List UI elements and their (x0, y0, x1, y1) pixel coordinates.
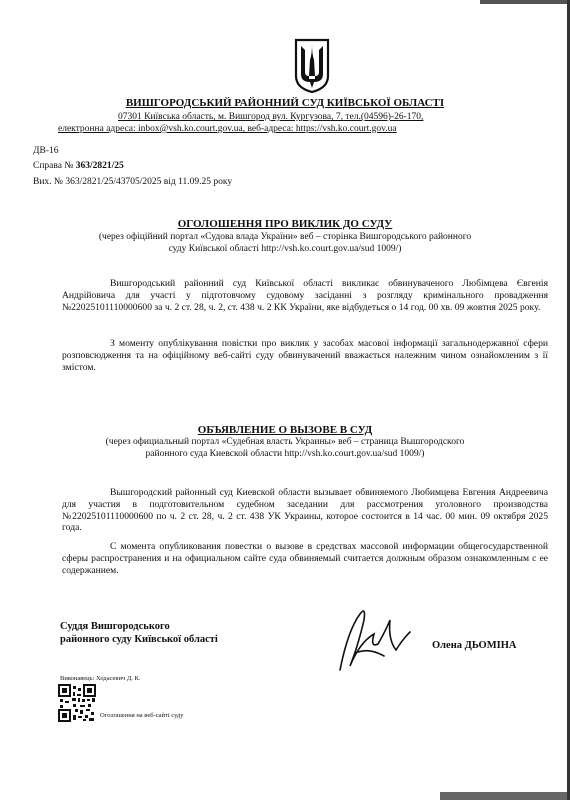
case-label: Справа № (33, 161, 76, 171)
court-name: ВИШГОРОДСЬКИЙ РАЙОННИЙ СУД КИЇВСЬКОЇ ОБЛАСТІ (125, 97, 445, 109)
ua-subtitle-1: (через офіційний портал «Судова влада України» веб – сторінка Вишгородського районного (98, 232, 472, 242)
ua-paragraph-1: Вишгородський районний суд Київської області викликає обвинуваченого Любімцева Євгенія Андрійовича для участі у підготовчому судовому засіданні з розгляду кримінального провадження №22025101110000600 за ч. 2 ст. 28, ч. 2, ст. 438 ч. 2 КК України, яке відбудеться о 14 год. 00 хв. 09 жовтня 2025 року. (62, 278, 548, 313)
ru-paragraph-2: С момента опубликования повестки о вызове в средствах массовой информации общегосударственной сферы распространения и на официальном сайте суда обвиняемый считается должным образом ознакомленным с ее содержанием. (62, 541, 548, 576)
ua-paragraph-2: З моменту опублікування повістки про виклик у засобах масової інформації загальнодержавної сфери розповсюдження та на офіційному веб-сайті суду обвинувачений вважається належним чином ознайомленим з її змістом. (62, 338, 548, 373)
ru-title: ОБЪЯВЛЕНИЕ О ВЫЗОВЕ В СУД (197, 424, 373, 436)
outgoing-number: Вих. № 363/2821/25/43705/2025 від 11.09.25 року (33, 177, 233, 187)
ua-subtitle-2: суду Київської області http://vsh.ko.court.gov.ua/sud 1009/) (168, 244, 402, 254)
case-number: 363/2821/25 (75, 161, 124, 171)
document-code: ДВ-16 (33, 146, 59, 156)
ru-subtitle-1: (через официальный портал «Судебная власть Украины» веб – страница Вышгородского (105, 437, 465, 447)
ru-paragraph-1: Вышгородский районный суд Киевской области вызывает обвиняемого Любимцева Евгения Андреевича для участия в подготовительном судебном заседании для рассмотрения уголовного производства №22025101110000600 по ч. 2 ст. 28, ч. 2 ст. 438 УК Украины, которое состоится в 14 час. 00 мин. 09 октября 2025 года. (62, 487, 548, 534)
qr-caption: Оголошення на веб-сайті суду (100, 712, 184, 719)
court-contacts: електронна адреса: inbox@vsh.ko.court.gov.ua, веб-адреса: https://vsh.ko.court.gov.ua (58, 124, 397, 134)
qr-code-icon[interactable] (58, 684, 96, 722)
scan-edge-top (480, 0, 567, 4)
judge-name: Олена ДЬОМІНА (432, 640, 517, 651)
scan-edge-bottom (440, 792, 567, 800)
judge-position (60, 620, 218, 646)
executor-note: Виконавець: Ходасевич Д. К. (60, 675, 141, 682)
ru-subtitle-2: районного суда Киевской области http://vsh.ko.court.gov.ua/sud 1009/) (145, 449, 425, 459)
handwritten-signature-icon (300, 600, 430, 680)
coat-of-arms-icon (294, 38, 330, 94)
court-address: 07301 Київська область, м. Вишгород вул. Кургузова, 7, тел.(04596)-26-170, (118, 112, 424, 122)
ua-title: ОГОЛОШЕННЯ ПРО ВИКЛИК ДО СУДУ (177, 218, 393, 230)
case-number-line (33, 161, 124, 173)
judge-position-line-1: Суддя Вишгородського (60, 621, 170, 632)
judge-position-line-2: районного суду Київської області (60, 634, 218, 645)
